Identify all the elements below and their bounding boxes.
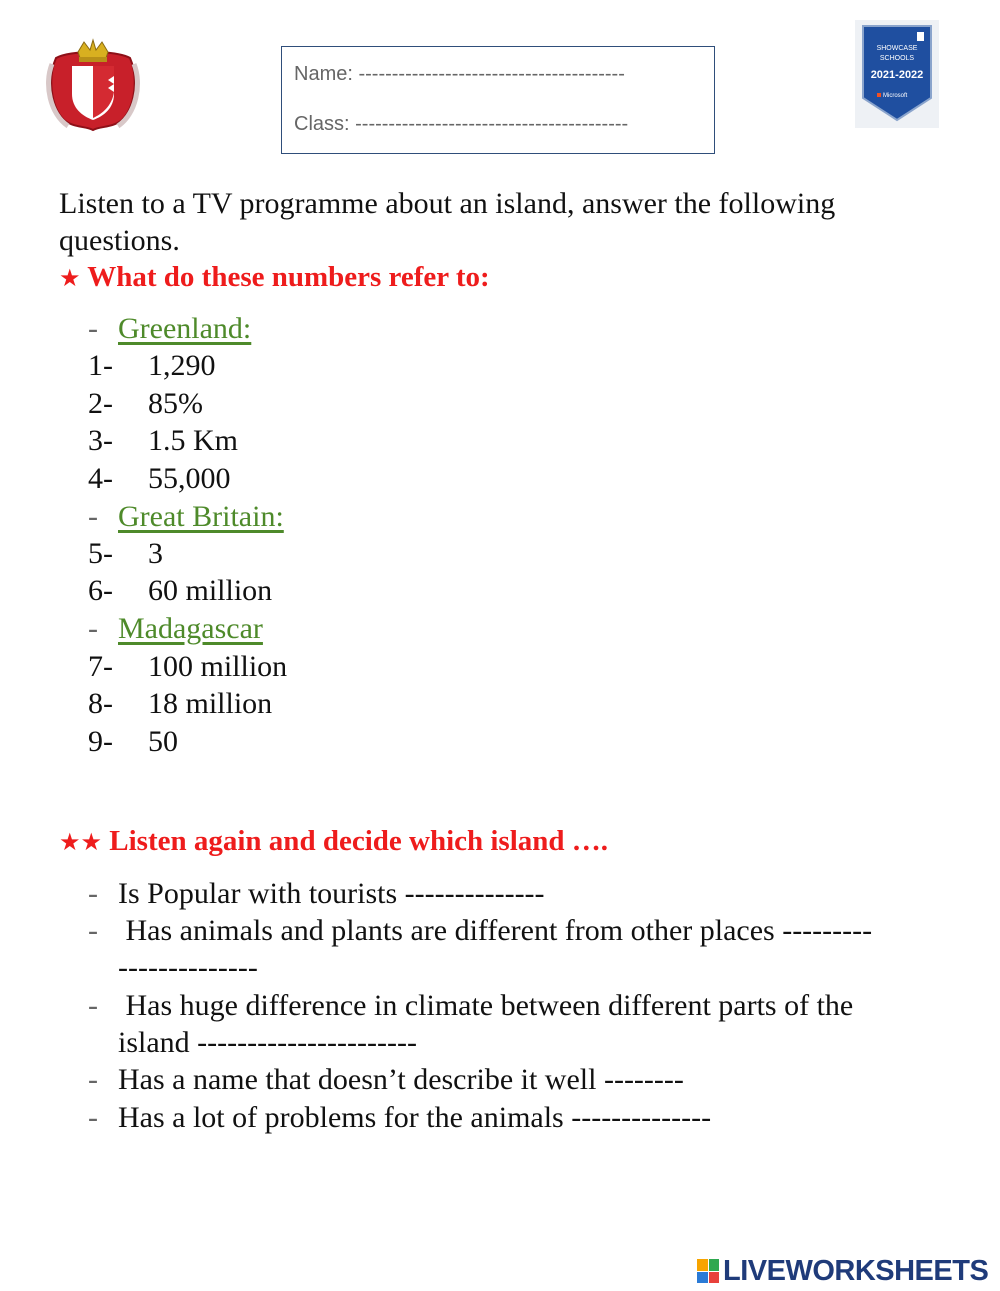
island-name: Greenland: bbox=[118, 312, 252, 345]
star-icon: ★ bbox=[59, 264, 81, 292]
statement-item: - Has a name that doesn’t describe it well -------- bbox=[88, 1063, 684, 1096]
section1-heading bbox=[59, 261, 490, 294]
statement-item: - Has huge difference in climate between different parts of the bbox=[88, 989, 854, 1022]
badge-line2: SCHOOLS bbox=[879, 55, 915, 62]
coat-of-arms-emblem bbox=[46, 36, 140, 132]
logo-text: LIVEWORKSHEETS bbox=[723, 1254, 989, 1287]
list-item: 1- 1,290 bbox=[88, 349, 216, 382]
badge-year: 2021-2022 bbox=[870, 69, 924, 81]
list-item: 4- 55,000 bbox=[88, 462, 231, 495]
badge-brand: Microsoft bbox=[883, 93, 908, 99]
island-group-greenland: - Greenland: bbox=[88, 312, 252, 345]
liveworksheets-logo bbox=[697, 1254, 988, 1288]
section1-title: What do these numbers refer to: bbox=[87, 261, 490, 293]
statement-item: - Has a lot of problems for the animals -------------- bbox=[88, 1101, 712, 1134]
list-item: 3- 1.5 Km bbox=[88, 424, 238, 457]
list-item: 8- 18 million bbox=[88, 687, 273, 720]
island-name: Great Britain: bbox=[118, 500, 284, 533]
class-field[interactable]: Class: ----------------------------------------- bbox=[294, 113, 629, 135]
student-info-box bbox=[281, 46, 715, 154]
showcase-schools-badge bbox=[855, 20, 939, 128]
list-item: 5- 3 bbox=[88, 537, 163, 570]
double-star-icon: ★★ bbox=[59, 828, 103, 856]
list-item: 9- 50 bbox=[88, 725, 178, 758]
statement-item: - Has animals and plants are different from other places --------- bbox=[88, 914, 873, 947]
island-group-madagascar: - Madagascar bbox=[88, 612, 263, 645]
instructions-text: Listen to a TV programme about an island, answer the following questions. bbox=[59, 187, 836, 257]
section2-title: Listen again and decide which island …. bbox=[109, 825, 609, 857]
statement-continuation: -------------- bbox=[118, 951, 258, 984]
list-item: 2- 85% bbox=[88, 387, 203, 420]
statement-item: - Is Popular with tourists -------------- bbox=[88, 877, 545, 910]
liveworksheets-mark-icon bbox=[697, 1259, 719, 1283]
island-name: Madagascar bbox=[118, 612, 263, 645]
badge-line1: SHOWCASE bbox=[876, 45, 918, 52]
name-field[interactable]: Name: ---------------------------------------- bbox=[294, 63, 625, 85]
island-group-great-britain: - Great Britain: bbox=[88, 500, 284, 533]
statement-continuation: island ---------------------- bbox=[118, 1026, 417, 1059]
list-item: 7- 100 million bbox=[88, 650, 288, 683]
list-item: 6- 60 million bbox=[88, 574, 273, 607]
section2-heading bbox=[59, 825, 608, 858]
